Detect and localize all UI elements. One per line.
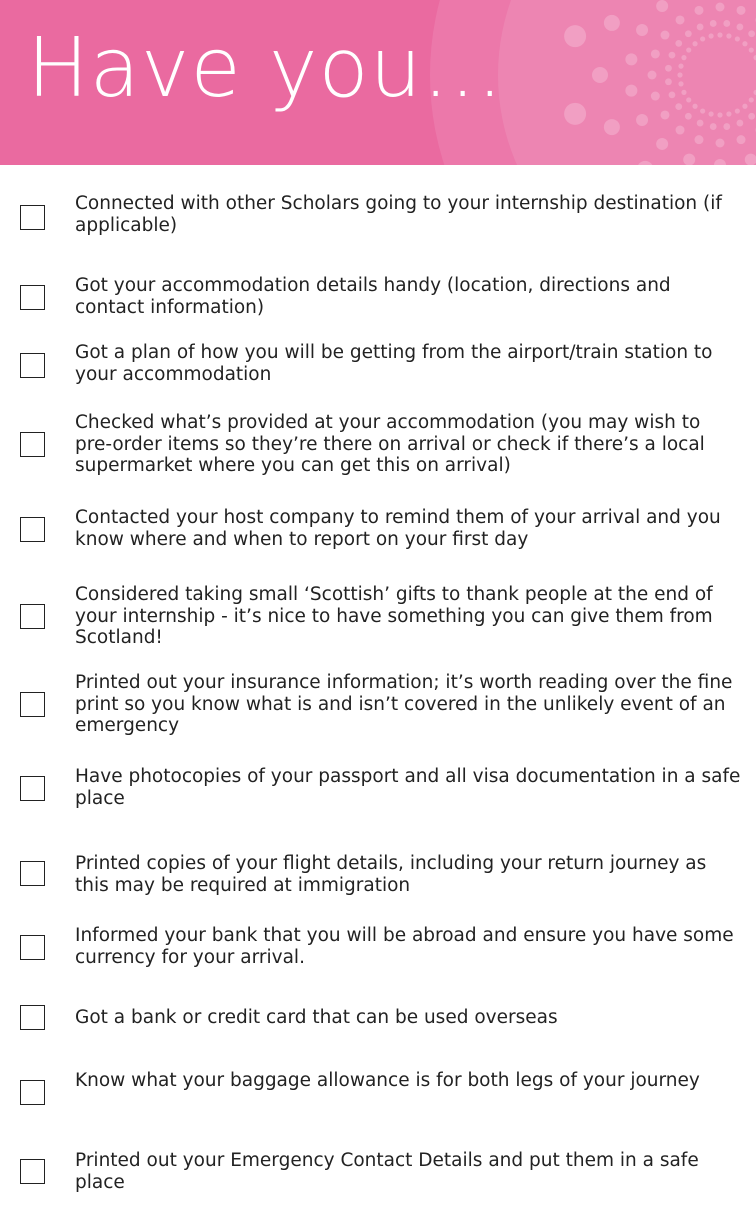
decoration-dot (694, 135, 703, 144)
decoration-dot (742, 104, 747, 109)
decoration-dot (726, 33, 731, 38)
decoration-dot (564, 103, 586, 125)
decoration-dot (694, 6, 703, 15)
checklist-item-label: Printed copies of your flight details, including your return journey as this may be required at immigration (75, 853, 707, 896)
checklist-item-label: Informed your bank that you will be abroad and ensure you have some currency for your arrival. (75, 925, 734, 968)
checkbox[interactable] (20, 432, 45, 457)
decoration-dot (592, 67, 608, 83)
checklist-item-label: Got your accommodation details handy (location, directions and contact information) (75, 275, 671, 318)
checklist-item-label: Connected with other Scholars going to your internship destination (if applicable) (75, 193, 722, 236)
decoration-dot (708, 111, 713, 116)
decoration-dot (717, 112, 722, 117)
decoration-dot (665, 78, 672, 85)
decoration-dot (723, 123, 730, 130)
decoration-dot (697, 120, 704, 127)
decoration-dot (710, 123, 717, 130)
checkbox[interactable] (20, 604, 45, 629)
checklist-item-label: Printed out your Emergency Contact Details and put them in a safe place (75, 1150, 699, 1193)
decoration-dot (660, 110, 669, 119)
decoration-dot (681, 55, 686, 60)
decoration-dot (735, 108, 740, 113)
decoration-dot (681, 90, 686, 95)
decoration-dot (564, 25, 586, 47)
decoration-dot (665, 65, 672, 72)
decoration-dot (686, 47, 691, 52)
decoration-dot (742, 41, 747, 46)
decoration-dot (697, 24, 704, 31)
checkbox[interactable] (20, 205, 45, 230)
decoration-dot (625, 85, 637, 97)
checklist-item-label: Printed out your insurance information; it’s worth reading over the fine print so you know what is and isn’t covered in the unlikely event of an emergency (75, 672, 733, 736)
decoration-dot (748, 113, 755, 120)
decoration-dot (700, 108, 705, 113)
decoration-dot (692, 41, 697, 46)
decoration-dot (604, 15, 620, 31)
decoration-dot (685, 30, 692, 37)
checkbox[interactable] (20, 935, 45, 960)
checklist-item-label: Got a plan of how you will be getting from the airport/train station to your accommodation (75, 342, 713, 385)
checklist-item-label: Know what your baggage allowance is for both legs of your journey (75, 1070, 700, 1091)
decoration-dot (716, 3, 725, 12)
checkbox[interactable] (20, 1159, 45, 1184)
decoration-dot (675, 103, 682, 110)
checkbox[interactable] (20, 1005, 45, 1030)
decoration-dot (735, 36, 740, 41)
decoration-dot (737, 6, 746, 15)
checkbox[interactable] (20, 776, 45, 801)
decoration-dot (675, 40, 682, 47)
decoration-dot (726, 111, 731, 116)
decoration-dot (737, 135, 746, 144)
checkbox[interactable] (20, 285, 45, 310)
decoration-dot (636, 114, 648, 126)
checkbox[interactable] (20, 692, 45, 717)
decoration-dot (716, 139, 725, 148)
checkbox[interactable] (20, 517, 45, 542)
checklist-item-label: Considered taking small ‘Scottish’ gifts to thank people at the end of your internship - it’s nice to have something you can give them from Scotland! (75, 584, 713, 648)
decoration-dot (677, 72, 682, 77)
decoration-dot (685, 113, 692, 120)
decoration-dot (651, 92, 660, 101)
decoration-dot (669, 91, 676, 98)
checkbox[interactable] (20, 353, 45, 378)
decoration-dot (625, 53, 637, 65)
decoration-dot (604, 119, 620, 135)
decoration-dot (678, 81, 683, 86)
decoration-dot (648, 71, 657, 80)
checklist-item-label: Contacted your host company to remind them of your arrival and you know where and when to report on your first day (75, 507, 721, 550)
decoration-dot (660, 31, 669, 40)
decoration-dot (700, 36, 705, 41)
decoration-dot (736, 24, 743, 31)
decoration-dot (736, 120, 743, 127)
decoration-dot (678, 63, 683, 68)
decoration-dot (749, 47, 754, 52)
decoration-dot (656, 0, 668, 12)
checkbox[interactable] (20, 861, 45, 886)
page-title: Have you... (27, 21, 504, 116)
decoration-dot (692, 104, 697, 109)
decoration-dot (748, 30, 755, 37)
decoration-dot (708, 33, 713, 38)
decoration-dot (749, 97, 754, 102)
decoration-dot (710, 20, 717, 27)
decoration-dot (686, 97, 691, 102)
checklist-item-label: Checked what’s provided at your accommodation (you may wish to pre-order items so they’re there on arrival or check if there’s a local supermarket where you can get this on arrival) (75, 412, 705, 476)
decoration-dot (656, 138, 668, 150)
checklist-item-label: Have photocopies of your passport and all visa documentation in a safe place (75, 766, 741, 809)
checkbox[interactable] (20, 1080, 45, 1105)
decoration-dot (676, 126, 685, 135)
header-banner (0, 0, 756, 165)
decoration-dot (723, 20, 730, 27)
decoration-dot (636, 24, 648, 36)
decoration-dot (651, 49, 660, 58)
checklist-item-label: Got a bank or credit card that can be used overseas (75, 1007, 558, 1028)
decoration-dot (669, 52, 676, 59)
decoration-dot (717, 32, 722, 37)
decoration-dot (676, 15, 685, 24)
